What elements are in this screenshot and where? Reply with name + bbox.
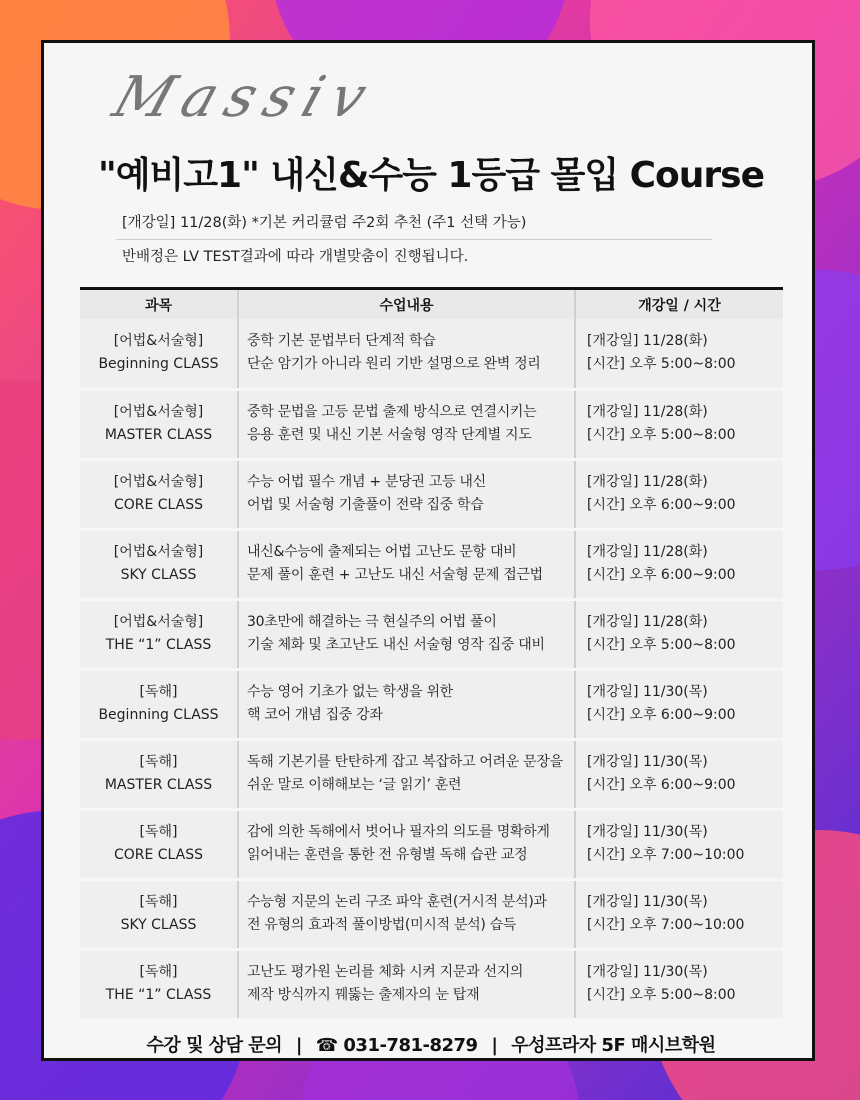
content-line: 중학 문법을 고등 문법 출제 방식으로 연결시키는 <box>247 404 537 420</box>
class-name: MASTER CLASS <box>104 777 213 793</box>
subject-cell <box>80 949 238 1019</box>
schedule-cell <box>575 529 783 599</box>
content-cell <box>238 389 575 459</box>
start-date: [개강일] 11/30(목) <box>587 894 708 910</box>
content-line: 수능형 지문의 논리 구조 파악 훈련(거시적 분석)과 <box>247 894 547 910</box>
class-name: THE “1” CLASS <box>105 987 212 1003</box>
content-cell <box>238 459 575 529</box>
separator: | <box>491 1035 498 1056</box>
table-row <box>80 319 783 389</box>
class-name: MASTER CLASS <box>104 427 213 443</box>
header-subject: 과목 <box>80 289 238 320</box>
subject-category: [독해] <box>139 684 178 700</box>
table-row <box>80 809 783 879</box>
schedule-cell <box>575 809 783 879</box>
subject-cell <box>80 879 238 949</box>
start-date: [개강일] 11/30(목) <box>587 754 708 770</box>
content-cell <box>238 739 575 809</box>
subject-cell <box>80 669 238 739</box>
content-line: 읽어내는 훈련을 통한 전 유형별 독해 습관 교정 <box>247 847 528 863</box>
header-schedule: 개강일 / 시간 <box>575 289 783 320</box>
subject-category: [어법&서술형] <box>113 474 204 490</box>
content-line: 수능 영어 기초가 없는 학생을 위한 <box>247 684 453 700</box>
class-name: CORE CLASS <box>113 497 204 513</box>
class-name: Beginning CLASS <box>98 707 219 723</box>
phone-icon: ☎ <box>315 1035 338 1056</box>
start-date: [개강일] 11/28(화) <box>587 544 708 560</box>
content-line: 고난도 평가원 논리를 체화 시켜 지문과 선지의 <box>247 964 524 980</box>
subject-cell <box>80 739 238 809</box>
content-line: 내신&수능에 출제되는 어법 고난도 문항 대비 <box>247 544 517 560</box>
separator: | <box>295 1035 302 1056</box>
subject-category: [독해] <box>139 754 178 770</box>
content-cell <box>238 319 575 389</box>
course-card <box>41 40 815 1061</box>
schedule-cell <box>575 669 783 739</box>
class-name: SKY CLASS <box>120 567 197 583</box>
subject-category: [어법&서술형] <box>113 614 204 630</box>
content-line: 기술 체화 및 초고난도 내신 서술형 영작 집중 대비 <box>247 637 545 653</box>
class-name: Beginning CLASS <box>98 356 219 373</box>
subject-cell <box>80 809 238 879</box>
content-line: 독해 기본기를 탄탄하게 잡고 복잡하고 어려운 문장을 <box>247 754 563 770</box>
content-line: 단순 암기가 아니라 원리 기반 설명으로 완벽 정리 <box>247 356 541 373</box>
class-time: [시간] 오후 6:00~9:00 <box>587 567 736 583</box>
content-line: 감에 의한 독해에서 벗어나 필자의 의도를 명확하게 <box>247 824 550 840</box>
class-time: [시간] 오후 7:00~10:00 <box>587 847 745 863</box>
class-time: [시간] 오후 6:00~9:00 <box>587 777 736 793</box>
content-line: 중학 기본 문법부터 단계적 학습 <box>247 333 436 350</box>
class-time: [시간] 오후 5:00~8:00 <box>587 987 736 1003</box>
page-title: "예비고1" 내신&수능 1등급 몰입 Course <box>97 155 765 196</box>
schedule-cell <box>575 949 783 1019</box>
class-time: [시간] 오후 5:00~8:00 <box>587 427 736 443</box>
start-date: [개강일] 11/30(목) <box>587 824 708 840</box>
subject-category: [어법&서술형] <box>113 404 204 420</box>
start-date: [개강일] 11/30(목) <box>587 964 708 980</box>
class-name: THE “1” CLASS <box>105 637 212 653</box>
content-line: 제작 방식까지 꿰뚫는 출제자의 눈 탑재 <box>247 987 480 1003</box>
content-line: 수능 어법 필수 개념 + 분당권 고등 내신 <box>247 474 486 490</box>
content-line: 응용 훈련 및 내신 기본 서술형 영작 단계별 지도 <box>247 427 532 443</box>
subject-cell <box>80 529 238 599</box>
table-row <box>80 459 783 529</box>
subject-cell <box>80 389 238 459</box>
class-time: [시간] 오후 5:00~8:00 <box>587 637 736 653</box>
subject-category: [독해] <box>139 824 178 840</box>
class-assignment-note: 반배정은 LV TEST결과에 따라 개별맞춤이 진행됩니다. <box>122 249 469 265</box>
massiv-logo: Massiv <box>105 65 385 130</box>
subject-cell <box>80 319 238 389</box>
class-name: SKY CLASS <box>120 917 197 933</box>
course-table <box>80 287 783 1021</box>
table-row <box>80 949 783 1019</box>
class-name: CORE CLASS <box>113 847 204 863</box>
content-line: 어법 및 서술형 기출풀이 전략 집중 학습 <box>247 497 484 513</box>
table-row <box>80 529 783 599</box>
academy-location: 우성프라자 5F 매시브학원 <box>511 1035 716 1056</box>
schedule-cell <box>575 739 783 809</box>
content-line: 쉬운 말로 이해해보는 ‘글 읽기’ 훈련 <box>247 777 462 793</box>
start-date: [개강일] 11/30(목) <box>587 684 708 700</box>
contact-footer <box>44 1031 818 1057</box>
subject-category: [어법&서술형] <box>113 333 204 350</box>
schedule-cell <box>575 459 783 529</box>
content-cell <box>238 879 575 949</box>
start-date: [개강일] 11/28(화) <box>587 474 708 490</box>
content-line: 문제 풀이 훈련 + 고난도 내신 서술형 문제 접근법 <box>247 567 543 583</box>
start-date: [개강일] 11/28(화) <box>587 333 708 350</box>
opening-info: [개강일] 11/28(화) *기본 커리큘럼 주2회 추천 (주1 선택 가능) <box>122 215 527 231</box>
start-date: [개강일] 11/28(화) <box>587 404 708 420</box>
content-line: 핵 코어 개념 집중 강좌 <box>247 707 383 723</box>
content-cell <box>238 529 575 599</box>
subject-cell <box>80 459 238 529</box>
subject-category: [독해] <box>139 964 178 980</box>
contact-label: 수강 및 상담 문의 <box>146 1035 283 1056</box>
subject-category: [어법&서술형] <box>113 544 204 560</box>
content-cell <box>238 669 575 739</box>
content-cell <box>238 809 575 879</box>
table-header-row <box>80 289 783 320</box>
subject-cell <box>80 599 238 669</box>
table-row <box>80 599 783 669</box>
content-cell <box>238 599 575 669</box>
subject-category: [독해] <box>139 894 178 910</box>
divider <box>116 239 712 240</box>
content-line: 30초만에 해결하는 극 현실주의 어법 풀이 <box>247 614 497 630</box>
table-row <box>80 739 783 809</box>
schedule-cell <box>575 599 783 669</box>
class-time: [시간] 오후 6:00~9:00 <box>587 497 736 513</box>
schedule-cell <box>575 389 783 459</box>
schedule-cell <box>575 879 783 949</box>
table-row <box>80 389 783 459</box>
header-content: 수업내용 <box>238 289 575 320</box>
start-date: [개강일] 11/28(화) <box>587 614 708 630</box>
content-cell <box>238 949 575 1019</box>
content-line: 전 유형의 효과적 풀이방법(미시적 분석) 습득 <box>247 917 517 933</box>
table-row <box>80 669 783 739</box>
class-time: [시간] 오후 7:00~10:00 <box>587 917 745 933</box>
class-time: [시간] 오후 6:00~9:00 <box>587 707 736 723</box>
table-row <box>80 879 783 949</box>
phone-number[interactable]: 031-781-8279 <box>343 1035 478 1056</box>
class-time: [시간] 오후 5:00~8:00 <box>587 356 736 373</box>
schedule-cell <box>575 319 783 389</box>
